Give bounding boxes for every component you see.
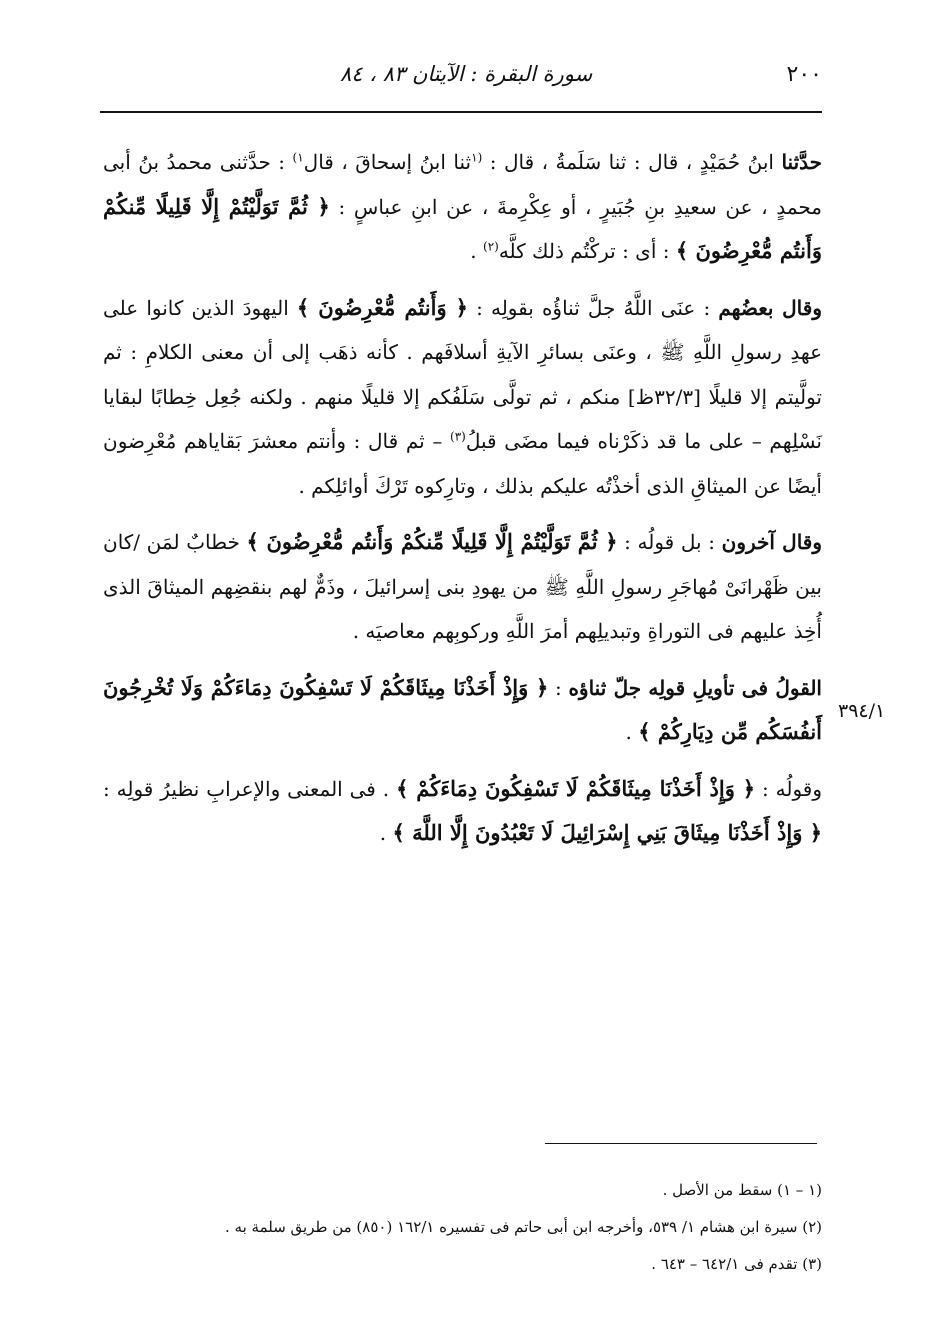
section-heading: القولُ فى تأويلِ قولِه جلّ ثناؤه: [568, 675, 822, 700]
paragraph-text: : عنَى اللَّهُ جلَّ ثناؤُه بقولِه :: [467, 295, 719, 320]
margin-reference: ٣٩٤/١: [838, 700, 886, 722]
footnote-marker: (٢): [483, 239, 499, 254]
paragraph-text: :: [548, 675, 569, 700]
paragraph-text: : أى : تركْتُم ذلك كلَّه: [498, 239, 676, 263]
footnote-3: (٣) تقدم فى ٦٤٢/١ – ٦٤٣ .: [651, 1255, 822, 1273]
paragraph-text: وقولُه :: [755, 776, 822, 801]
quran-verse: ﴿ وَإِذْ أَخَذْنَا مِيثَاقَكُمْ لَا تَسْفِكُونَ دِمَاءَكُمْ وَلَا تُخْرِجُونَ أَنفُسَكُم مِّن دِيَارِكُمْ ﴾: [103, 674, 822, 744]
paragraph-text: ابنُ حُمَيْدٍ ، قال : ثنا سَلَمةُ ، قال :: [482, 150, 782, 174]
footnote-rule: [545, 1143, 817, 1144]
paragraph-text: خطابٌ لمَن /كان بين ظَهْرانَىْ مُهاجَرِ رسولِ اللَّهِ ﷺ من يهودِ بنى إسرائيلَ ، وذَمٌّ لهم بنقضِهم الميثاقَ الذى أُخِذ عليهم فى التوراةِ وتبديلِهم أمرَ اللَّهِ وركوبِهم معاصيَه .: [103, 530, 822, 643]
paragraph-text: اليهودَ الذين كانوا على عهدِ رسولِ اللَّهِ ﷺ ، وعنَى بسائرِ الآيةِ أسلافَهم . كأنه ذهَب إلى أن معنى الكلامِ : ثم تولَّيتم إلا قليلًا [٣٢/٣ظ] منكم ، ثم تولَّى سَلَفُكم إلا قليلًا منهم . ولكنه جُعِل خِطابًا لبقايا نَسْلِهم – على ما قد ذكَرْناه فيما مضَى قبلُ: [103, 295, 822, 453]
page-number: ٢٠٠: [786, 62, 822, 87]
paragraph-text: .: [379, 821, 393, 845]
quran-verse: ﴿ وَإِذْ أَخَذْنَا مِيثَاقَكُمْ لَا تَسْفِكُونَ دِمَاءَكُمْ ﴾: [396, 775, 756, 801]
paragraph-text: .: [470, 239, 483, 263]
footnote-marker: (١: [471, 150, 483, 165]
main-text: [103, 140, 822, 856]
footnote-marker: (٣): [450, 429, 466, 444]
paragraph-text: : بل قولُه :: [617, 530, 722, 554]
paragraph-lead: حدَّثنا: [781, 150, 822, 174]
running-head: [100, 60, 822, 96]
paragraph-lead: وقال آخرون: [721, 530, 823, 554]
footnote-2: (٢) سيرة ابن هشام ١/ ٥٣٩، وأخرجه ابن أبى حاتم فى تفسيره ١٦٢/١ (٨٥٠) من طريق سلمة به .: [225, 1218, 822, 1236]
paragraph-text: ثنا ابنُ إسحاقَ ، قال: [303, 150, 472, 174]
paragraph-5: [103, 767, 822, 856]
paragraph-text: . فى المعنى والإعرابِ نظيرُ قولِه :: [103, 776, 397, 801]
footnotes: [103, 1172, 822, 1283]
footnote-1: (١ – ١) سقط من الأصل .: [662, 1181, 822, 1199]
paragraph-3: [103, 520, 822, 654]
paragraph-4: [103, 666, 822, 755]
paragraph-text: .: [625, 720, 639, 744]
quran-verse: ﴿ ثُمَّ تَوَلَّيْتُمْ إِلَّا قَلِيلًا مِّنكُمْ وَأَنتُم مُّعْرِضُونَ ﴾: [246, 529, 618, 554]
paragraph-text: : حدَّثنى محمدُ بنُ أبى محمدٍ ، عن سعيدِ بنِ جُبَيرٍ ، أو عِكْرِمةَ ، عن ابنِ عباسٍ :: [103, 150, 823, 219]
header-rule: [100, 111, 822, 113]
quran-verse: ﴿ وَإِذْ أَخَذْنَا مِيثَاقَ بَنِي إِسْرَائِيلَ لَا تَعْبُدُونَ إِلَّا اللَّهَ ﴾: [392, 820, 822, 845]
paragraph-2: [103, 286, 822, 509]
quran-verse: ﴿ ثُمَّ تَوَلَّيْتُمْ إِلَّا قَلِيلًا مِّنكُمْ وَأَنتُم مُّعْرِضُونَ ﴾: [103, 193, 822, 263]
footnote-marker: ١): [292, 150, 304, 165]
paragraph-text: – ثم قال : وأنتم معشرَ بَقاياهم مُعْرِضون أيضًا عن الميثاقِ الذى أخذْتُه عليكم بذلك ، وتارِكوه تَرْكَ أوائلِكم .: [103, 429, 822, 498]
quran-verse: ﴿ وَأَنتُم مُّعْرِضُونَ ﴾: [296, 294, 468, 320]
paragraph-lead: وقال بعضُهم: [718, 295, 822, 320]
chapter-title: سورة البقرة : الآيتان ٨٣ ، ٨٤: [340, 62, 593, 86]
paragraph-1: [103, 140, 822, 274]
